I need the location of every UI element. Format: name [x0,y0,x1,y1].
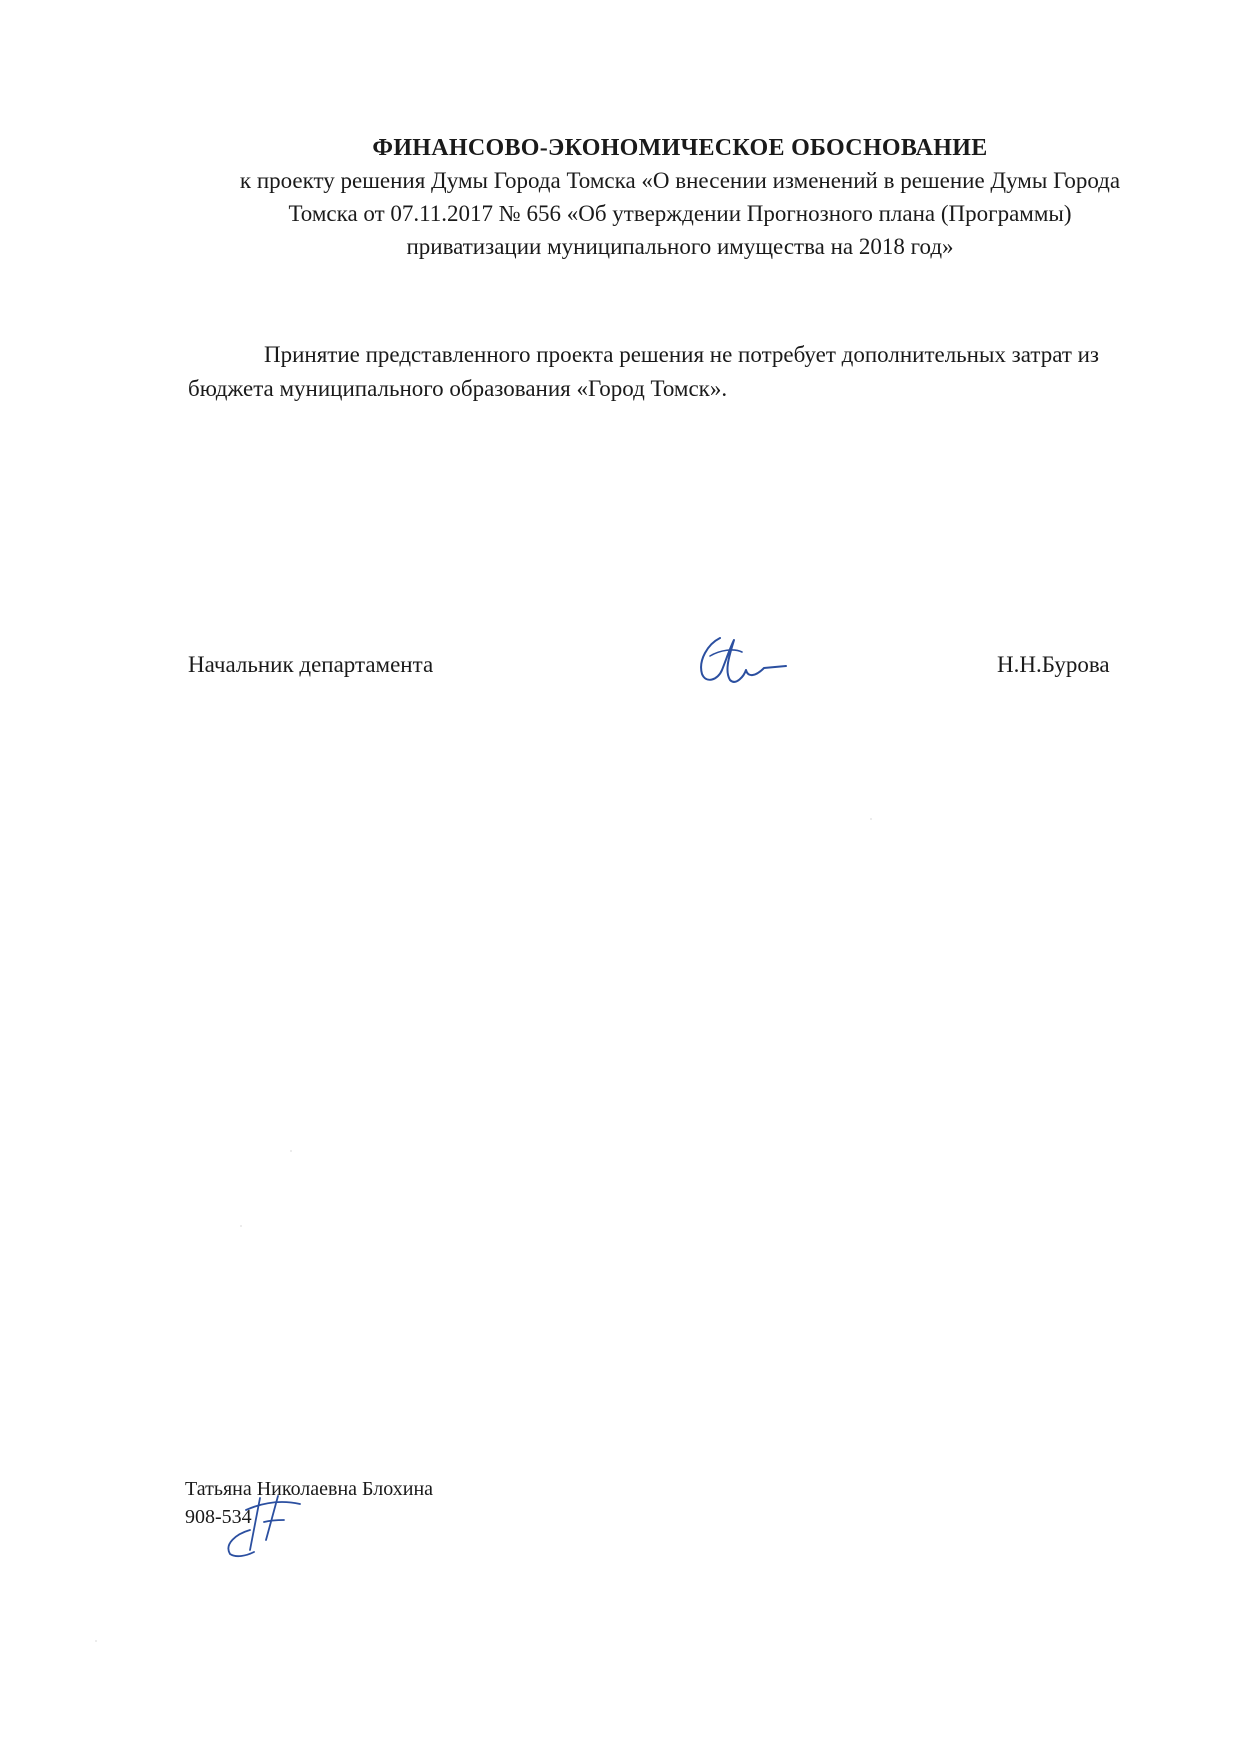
subtitle-line-2: Томска от 07.11.2017 № 656 «Об утверждении Прогнозного плана (Программы) [288,201,1072,226]
executor-signature-image [220,1490,310,1558]
scan-speck [290,1150,292,1152]
signatory-position: Начальник департамента [188,652,434,677]
executor-phone: 908-534 [185,1506,252,1528]
scan-speck [240,1225,242,1227]
body-line-1: Принятие представленного проекта решения не потребует дополнительных затрат из [264,342,1100,367]
scan-speck [870,818,872,820]
subtitle-line-3: приватизации муниципального имущества на 2018 год» [406,234,954,259]
subtitle-line-1: к проекту решения Думы Города Томска «О внесении изменений в решение Думы Города [239,168,1121,193]
executor-name: Татьяна Николаевна Блохина [185,1478,434,1500]
signature-image [690,630,790,692]
scan-speck [95,1640,97,1642]
body-paragraph [188,338,1182,406]
body-line-2: бюджета муниципального образования «Город Томск». [188,376,728,401]
document-title: ФИНАНСОВО-ЭКОНОМИЧЕСКОЕ ОБОСНОВАНИЕ [372,135,988,161]
signatory-name: Н.Н.Бурова [997,652,1110,677]
title-block [180,132,1180,263]
